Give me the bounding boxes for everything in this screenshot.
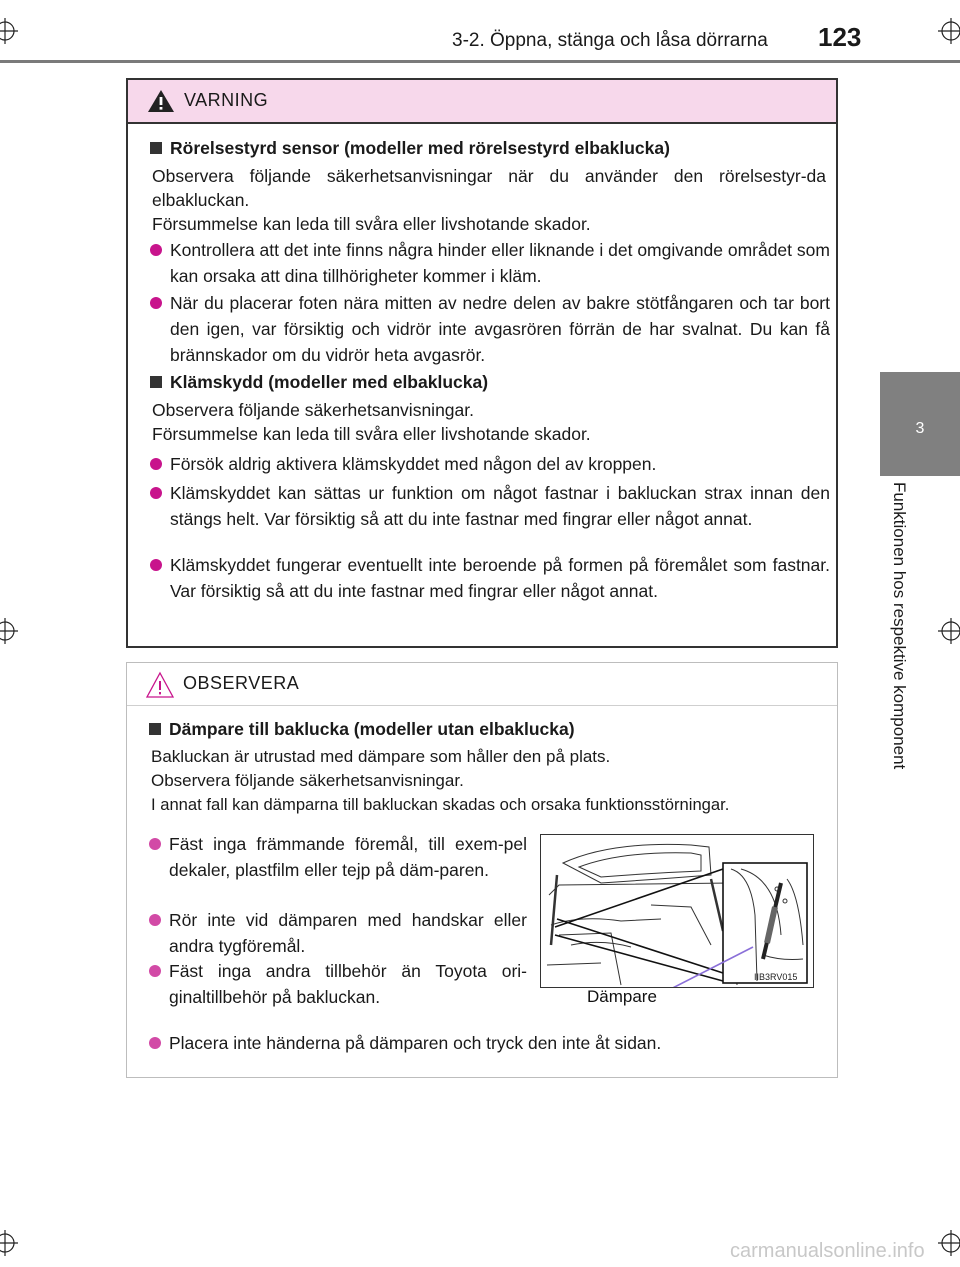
warning-triangle-icon [146,88,176,119]
warning-section-title: Rörelsestyrd sensor (modeller med rörelsestyrd elbaklucka) [150,138,670,159]
list-item: Klämskyddet kan sättas ur funktion om något fastnar i bakluckan strax innan den stängs helt. Var försiktig så att du inte fastnar med fingrar eller något annat. [150,480,830,532]
square-bullet-icon [150,142,162,154]
registration-mark-icon [0,18,18,44]
list-item: Rör inte vid dämparen med handskar eller andra tygföremål. [149,907,527,959]
bullet-dot-icon [149,1037,161,1049]
warning-section-intro: Observera följande säkerhetsanvisningar. Försummelse kan leda till svåra eller livshotande skador. [152,400,591,444]
warning-box [126,78,838,648]
registration-mark-icon [938,18,960,44]
list-item: Försök aldrig aktivera klämskyddet med någon del av kroppen. [150,451,830,477]
warning-section-title: Klämskydd (modeller med elbaklucka) [150,372,488,393]
figure-code: IIB3RV015 [754,972,798,982]
damper-illustration [540,834,814,988]
chapter-number: 3 [915,420,925,437]
notice-section-intro: Bakluckan är utrustad med dämpare som håller den på plats. Observera följande säkerhetsanvisningar. I annat fall kan dämparna till bakluckan skadas och orsaka funktionsstörningar. [151,747,730,814]
notice-section-title: Dämpare till baklucka (modeller utan elbaklucka) [149,719,575,740]
square-bullet-icon [149,723,161,735]
list-item: Placera inte händerna på dämparen och tryck den inte åt sidan. [149,1030,829,1056]
square-bullet-icon [150,376,162,388]
warning-section-intro: Observera följande säkerhetsanvisningar när du använder den rörelsestyr-da elbakluckan. Försummelse kan leda till svåra eller livshotande skador. [152,166,826,234]
chapter-tab [880,372,960,476]
chapter-title-text: Funktionen hos respektive komponent [890,482,909,770]
bullet-dot-icon [149,914,161,926]
registration-mark-icon [938,618,960,644]
caution-triangle-icon [145,671,175,704]
list-item: När du placerar foten nära mitten av nedre delen av bakre stötfångaren och tar bort den igen, var försiktig och vidrör inte avgasrören förrän de har svalnat. Du kan få brännskador om du vidrör heta avgasrör. [150,290,830,368]
header-section-title: 3-2. Öppna, stänga och låsa dörrarna [452,30,768,51]
registration-mark-icon [0,1230,18,1256]
bullet-dot-icon [150,458,162,470]
notice-header [127,663,837,706]
bullet-dot-icon [150,297,162,309]
warning-label: VARNING [184,90,269,110]
notice-label: OBSERVERA [183,673,300,693]
bullet-dot-icon [150,487,162,499]
registration-mark-icon [0,618,18,644]
list-item: Kontrollera att det inte finns några hinder eller liknande i det omgivande området som kan orsaka att dina tillhörigheter kommer i kläm. [150,237,830,289]
bullet-dot-icon [149,965,161,977]
chapter-title [884,482,914,812]
list-item: Klämskyddet fungerar eventuellt inte beroende på formen på föremålet som fastnar. Var försiktig så att du inte fastnar med fingrar eller något annat. [150,552,830,604]
registration-mark-icon [938,1230,960,1256]
watermark: carmanualsonline.info [730,1240,925,1262]
list-item: Fäst inga andra tillbehör än Toyota ori-ginaltillbehör på bakluckan. [149,958,527,1010]
header-rule [0,60,960,63]
warning-header [128,80,836,124]
bullet-dot-icon [150,244,162,256]
figure-caption: Dämpare [587,987,657,1006]
bullet-dot-icon [150,559,162,571]
list-item: Fäst inga främmande föremål, till exem-pel dekaler, plastfilm eller tejp på däm-paren. [149,831,527,883]
page-number: 123 [818,22,862,52]
bullet-dot-icon [149,838,161,850]
